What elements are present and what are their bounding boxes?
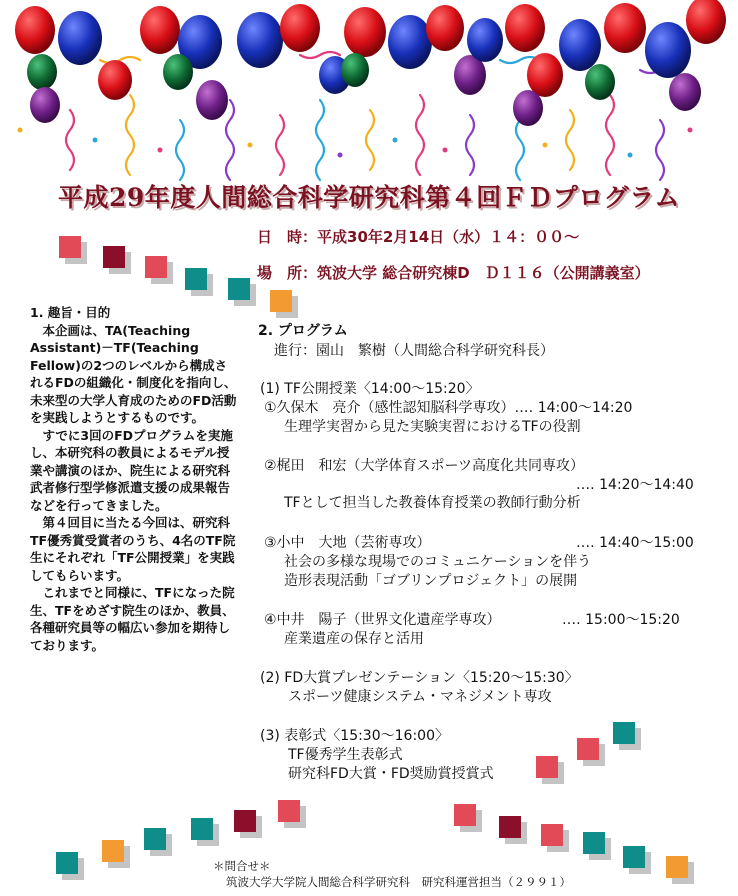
purpose-heading: 1. 趣旨・目的 [30, 305, 111, 320]
talk-2-title: ②梶田 和宏（大学体育スポーツ高度化共同専攻） [264, 458, 584, 474]
event-date: 日 時：平成30年2月14日（水）１４：００～ [257, 228, 580, 246]
talk-4-desc: 産業遺産の保存と活用 [284, 631, 424, 647]
talk-3-time: ‥‥ 14:40～15:00 [576, 535, 694, 551]
talk-3-title: ③小中 大地（芸術専攻） [264, 535, 431, 551]
fd-award-desc: スポーツ健康システム・マネジメント専攻 [288, 689, 552, 705]
purpose-paragraph: 本企画は、TA(Teaching Assistant)－TF(Teaching Fellow)の2つのレベルから構成されるFDの組織化・制度化を指向し、未来型の大学人育成のためのFD活動を実践しようとするものです。 [30, 322, 237, 425]
balloons [15, 0, 726, 126]
program-heading: 2. プログラム [258, 323, 348, 339]
confetti-dots [18, 128, 693, 158]
purpose-paragraph: 第４回目に当たる今回は、研究科TF優秀賞受賞者のうち、4名のTF院生にそれぞれ「TF公開授業」を実践してもらいます。 [30, 515, 236, 583]
talk-1-desc: 生理学実習から見た実験実習におけるTFの役割 [284, 419, 581, 435]
purpose-section [30, 304, 238, 654]
contact-label: ＊問合せ＊ [213, 859, 271, 873]
ceremony-item: 研究科FD大賞・FD奨励賞授賞式 [288, 766, 494, 782]
talk-4-time: ‥‥ 15:00～15:20 [562, 612, 680, 628]
talk-4-title: ④中井 陽子（世界文化遺産学専攻） [264, 612, 501, 628]
talk-2-time: ‥‥ 14:20～14:40 [576, 477, 694, 493]
talk-3-desc: 造形表現活動「ゴブリンプロジェクト」の展開 [284, 573, 578, 589]
section-open-lectures: (1) TF公開授業〈14:00～15:20〉 [260, 381, 480, 397]
talk-2-desc: TFとして担当した教養体育授業の教師行動分析 [284, 495, 581, 511]
section-fd-award: (2) FD大賞プレゼンテーション〈15:20～15:30〉 [260, 670, 579, 686]
contact-info: 筑波大学大学院人間総合科学研究科 研究科運営担当（２９９１） [226, 875, 571, 889]
ceremony-item: TF優秀学生表彰式 [288, 747, 403, 763]
purpose-paragraph: すでに3回のFDプログラムを実施し、本研究科の教員によるモデル授業や講演のほか、院生による研究科武者修行型学修派遣支援の成果報告などを行ってきました。 [30, 427, 233, 513]
page-title: 平成29年度人間総合科学研究科第４回ＦＤプログラム [57, 183, 681, 212]
event-venue: 場 所：筑波大学 総合研究棟D Ｄ１１６（公開講義室） [257, 264, 650, 282]
section-ceremony: (3) 表彰式〈15:30～16:00〉 [260, 728, 449, 744]
talk-3-desc: 社会の多様な現場でのコミュニケーションを伴う [284, 554, 592, 570]
streamers [66, 52, 680, 180]
talk-1-title: ①久保木 亮介（感性認知脳科学専攻）‥‥ 14:00～14:20 [264, 400, 633, 416]
purpose-paragraph: これまでと同様に、TFになった院生、TFをめざす院生のほか、教員、各種研究員等の幅広い参加を期待しております。 [30, 585, 235, 653]
program-host: 進行：園山 繁樹（人間総合科学研究科長） [274, 343, 554, 359]
